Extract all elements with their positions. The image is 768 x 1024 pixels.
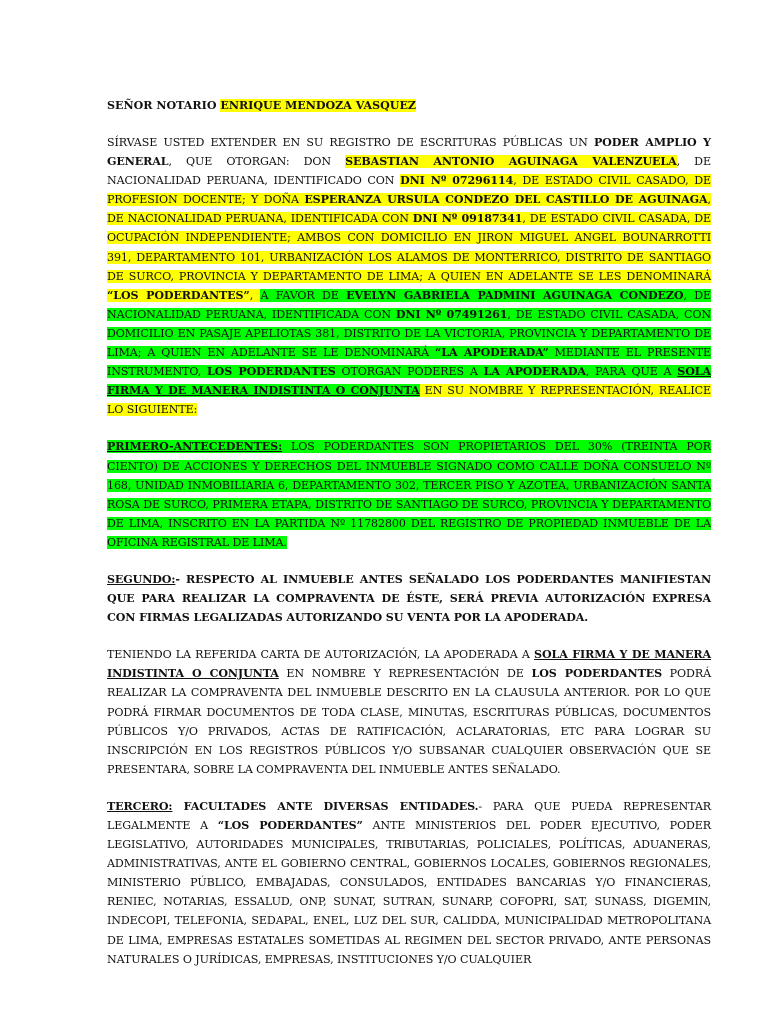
signature-mode-2: SOLA FIRMA Y DE MANERA INDISTINTA O CONJUNTA — [107, 648, 712, 681]
signature-mode: SOLA FIRMA Y DE MANERA INDISTINTA O CONJUNTA — [107, 365, 711, 398]
clause-segundo: SEGUNDO:- RESPECTO AL INMUEBLE ANTES SEÑALADO LOS PODERDANTES MANIFIESTAN QUE PARA REALIZAR LA COMPRAVENTA DE ÉSTE, SERÁ PREVIA AUTORIZACIÓN EXPRESA CON FIRMAS LEGALIZADAS AUTORIZANDO SU VENTA POR LA APODERADA. — [107, 572, 711, 625]
clause-tercero: TERCERO: FACULTADES ANTE DIVERSAS ENTIDADES.- PARA QUE PUEDA REPRESENTAR LEGALMENTE A “LOS PODERDANTES” ANTE MINISTERIOS DEL PODER EJECUTIVO, PODER LEGISLATIVO, AUTORIDADES MUNICIPALES, TRIBUTARIAS, POLICIALES, POLÍTICAS, ADUANERAS, ADMINISTRATIVAS, ANTE EL GOBIERNO CENTRAL, GOBIERNOS LOCALES, GOBIERNOS REGIONALES, MINISTERIO PÚBLICO, EMBAJADAS, CONSULADOS, ENTIDADES BANCARIAS Y/O FINANCIERAS, RENIEC, NOTARIAS, ESSALUD, ONP, SUNAT, SUTRAN, SUNARP, COFOPRI, SAT, SUNASS, DIGEMIN, INDECOPI, TELEFONIA, SEDAPAL, ENEL, LUZ DEL SUR, CALIDDA, MUNICIPALIDAD METROPOLITANA DE LIMA, EMPRESAS ESTATALES SOMETIDAS AL REGIMEN DEL SECTOR PRIVADO, ANTE PERSONAS NATURALES O JURÍDICAS, EMPRESAS, INSTITUCIONES Y/O CUALQUIER — [107, 799, 712, 966]
clause-tercero-title: TERCERO: — [107, 799, 173, 813]
grantor-1-details: DNI Nº 07296114, DE ESTADO CIVIL CASADO, DE PROFESION DOCENTE; Y DOÑA ESPERANZA URSULA CONDEZO DEL CASTILLO DE AGUINAGA, DE NACIONALIDAD PERUANA, IDENTIFICADA CON DNI Nº 09187341, DE ESTADO CIVIL CASADA, DE OCUPACIÓN INDEPENDIENTE; AMBOS CON DOMICILIO EN JIRON MIGUEL ANGEL BOUNARROTTI 391, DEPARTAMENTO 101, URBANIZACIÓN LOS ALAMOS DE MONTERRICO, DISTRITO DE SANTIAGO DE SURCO, PROVINCIA Y DEPARTAMENTO DE LIMA; A QUIEN EN ADELANTE SE LES DENOMINARÁ “LOS PODERDANTES”, — [107, 174, 711, 302]
attorney-name: EVELYN GABRIELA PADMINI AGUINAGA CONDEZO — [346, 288, 684, 302]
clause-primero: PRIMERO-ANTECEDENTES: LOS PODERDANTES SON PROPIETARIOS DEL 30% (TREINTA POR CIENTO) DE ACCIONES Y DERECHOS DEL INMUEBLE SIGNADO COMO CALLE DOÑA CONSUELO Nº 168, UNIDAD INMOBILIARIA 6, DEPARTAMENTO 302, TERCER PISO Y AZOTEA, URBANIZACIÓN SANTA ROSA DE SURCO, PRIMERA ETAPA, DISTRITO DE SANTIAGO DE SURCO, PROVINCIA Y DEPARTAMENTO DE LIMA, INSCRITO EN LA PARTIDA Nº 11782800 DEL REGISTRO DE PROPIEDAD INMUEBLE DE LA OFICINA REGISTRAL DE LIMA. — [107, 440, 711, 549]
addressee-heading — [107, 96, 711, 115]
clause-primero-title: PRIMERO-ANTECEDENTES: — [107, 440, 283, 454]
grantors-term: “LOS PODERDANTES” — [107, 288, 250, 302]
notary-name: ENRIQUE MENDOZA VASQUEZ — [220, 99, 417, 112]
attorney-dni: DNI Nº 07491261 — [395, 307, 508, 321]
grantor-2-dni: DNI Nº 09187341 — [412, 212, 523, 226]
grantor-1-name: SEBASTIAN ANTONIO AGUINAGA VALENZUELA — [345, 155, 677, 169]
clause-segundo-title: SEGUNDO: — [107, 572, 176, 586]
grantor-2-name: ESPERANZA URSULA CONDEZO DEL CASTILLO DE AGUINAGA — [304, 193, 708, 207]
clause-tercero-subtitle: FACULTADES ANTE DIVERSAS ENTIDADES. — [172, 799, 479, 813]
attorney-term: “LA APODERADA” — [435, 346, 549, 360]
clause-teniendo: TENIENDO LA REFERIDA CARTA DE AUTORIZACIÓN, LA APODERADA A SOLA FIRMA Y DE MANERA INDISTINTA O CONJUNTA EN NOMBRE Y REPRESENTACIÓN DE LOS PODERDANTES PODRÁ REALIZAR LA COMPRAVENTA DEL INMUEBLE DESCRITO EN LA CLAUSULA ANTERIOR. POR LO QUE PODRÁ FIRMAR DOCUMENTOS DE TODA CLASE, MINUTAS, ESCRITURAS PÚBLICAS, DOCUMENTOS PÚBLICOS Y/O PRIVADOS, ACTAS DE RATIFICACIÓN, ACLARATORIAS, ETC PARA LOGRAR SU INSCRIPCIÓN EN LOS REGISTROS PÚBLICOS Y/O SUBSANAR CUALQUIER OBSERVACIÓN QUE SE PRESENTARA, SOBRE LA COMPRAVENTA DEL INMUEBLE ANTES SEÑALADO. — [107, 648, 712, 776]
grantor-1-dni: DNI Nº 07296114 — [400, 174, 514, 188]
intro-paragraph: SÍRVASE USTED EXTENDER EN SU REGISTRO DE ESCRITURAS PÚBLICAS UN PODER AMPLIO Y GENERAL, QUE OTORGAN: DON SEBASTIAN ANTONIO AGUINAGA VALENZUELA, DE NACIONALIDAD PERUANA, IDENTIFICADO CON DNI Nº 07296114, DE ESTADO CIVIL CASADO, DE PROFESION DOCENTE; Y DOÑA ESPERANZA URSULA CONDEZO DEL CASTILLO DE AGUINAGA, DE NACIONALIDAD PERUANA, IDENTIFICADA CON DNI Nº 09187341, DE ESTADO CIVIL CASADA, DE OCUPACIÓN INDEPENDIENTE; AMBOS CON DOMICILIO EN JIRON MIGUEL ANGEL BOUNARROTTI 391, DEPARTAMENTO 101, URBANIZACIÓN LOS ALAMOS DE MONTERRICO, DISTRITO DE SANTIAGO DE SURCO, PROVINCIA Y DEPARTAMENTO DE LIMA; A QUIEN EN ADELANTE SE LES DENOMINARÁ “LOS PODERDANTES”, A FAVOR DE EVELYN GABRIELA PADMINI AGUINAGA CONDEZO, DE NACIONALIDAD PERUANA, IDENTIFICADA CON DNI Nº 07491261, DE ESTADO CIVIL CASADA, CON DOMICILIO EN PASAJE APELIOTAS 381, DISTRITO DE LA VICTORIA, PROVINCIA Y DEPARTAMENTO DE LIMA; A QUIEN EN ADELANTE SE LE DENOMINARÁ “LA APODERADA” MEDIANTE EL PRESENTE INSTRUMENTO, LOS PODERDANTES OTORGAN PODERES A LA APODERADA, PARA QUE A SOLA FIRMA Y DE MANERA INDISTINTA O CONJUNTA EN SU NOMBRE Y REPRESENTACIÓN, REALICE LO SIGUIENTE: — [107, 136, 712, 417]
power-type: PODER AMPLIO Y GENERAL — [107, 136, 711, 169]
attorney-details: A FAVOR DE EVELYN GABRIELA PADMINI AGUINAGA CONDEZO, DE NACIONALIDAD PERUANA, IDENTIFICADA CON DNI Nº 07491261, DE ESTADO CIVIL CASADA, CON DOMICILIO EN PASAJE APELIOTAS 381, DISTRITO DE LA VICTORIA, PROVINCIA Y DEPARTAMENTO DE LIMA; A QUIEN EN ADELANTE SE LE DENOMINARÁ “LA APODERADA” MEDIANTE EL PRESENTE INSTRUMENTO, LOS PODERDANTES OTORGAN PODERES A LA APODERADA, PARA QUE A SOLA FIRMA Y DE MANERA INDISTINTA O CONJUNTA — [107, 288, 712, 398]
addressee-label: SEÑOR NOTARIO — [107, 99, 221, 112]
